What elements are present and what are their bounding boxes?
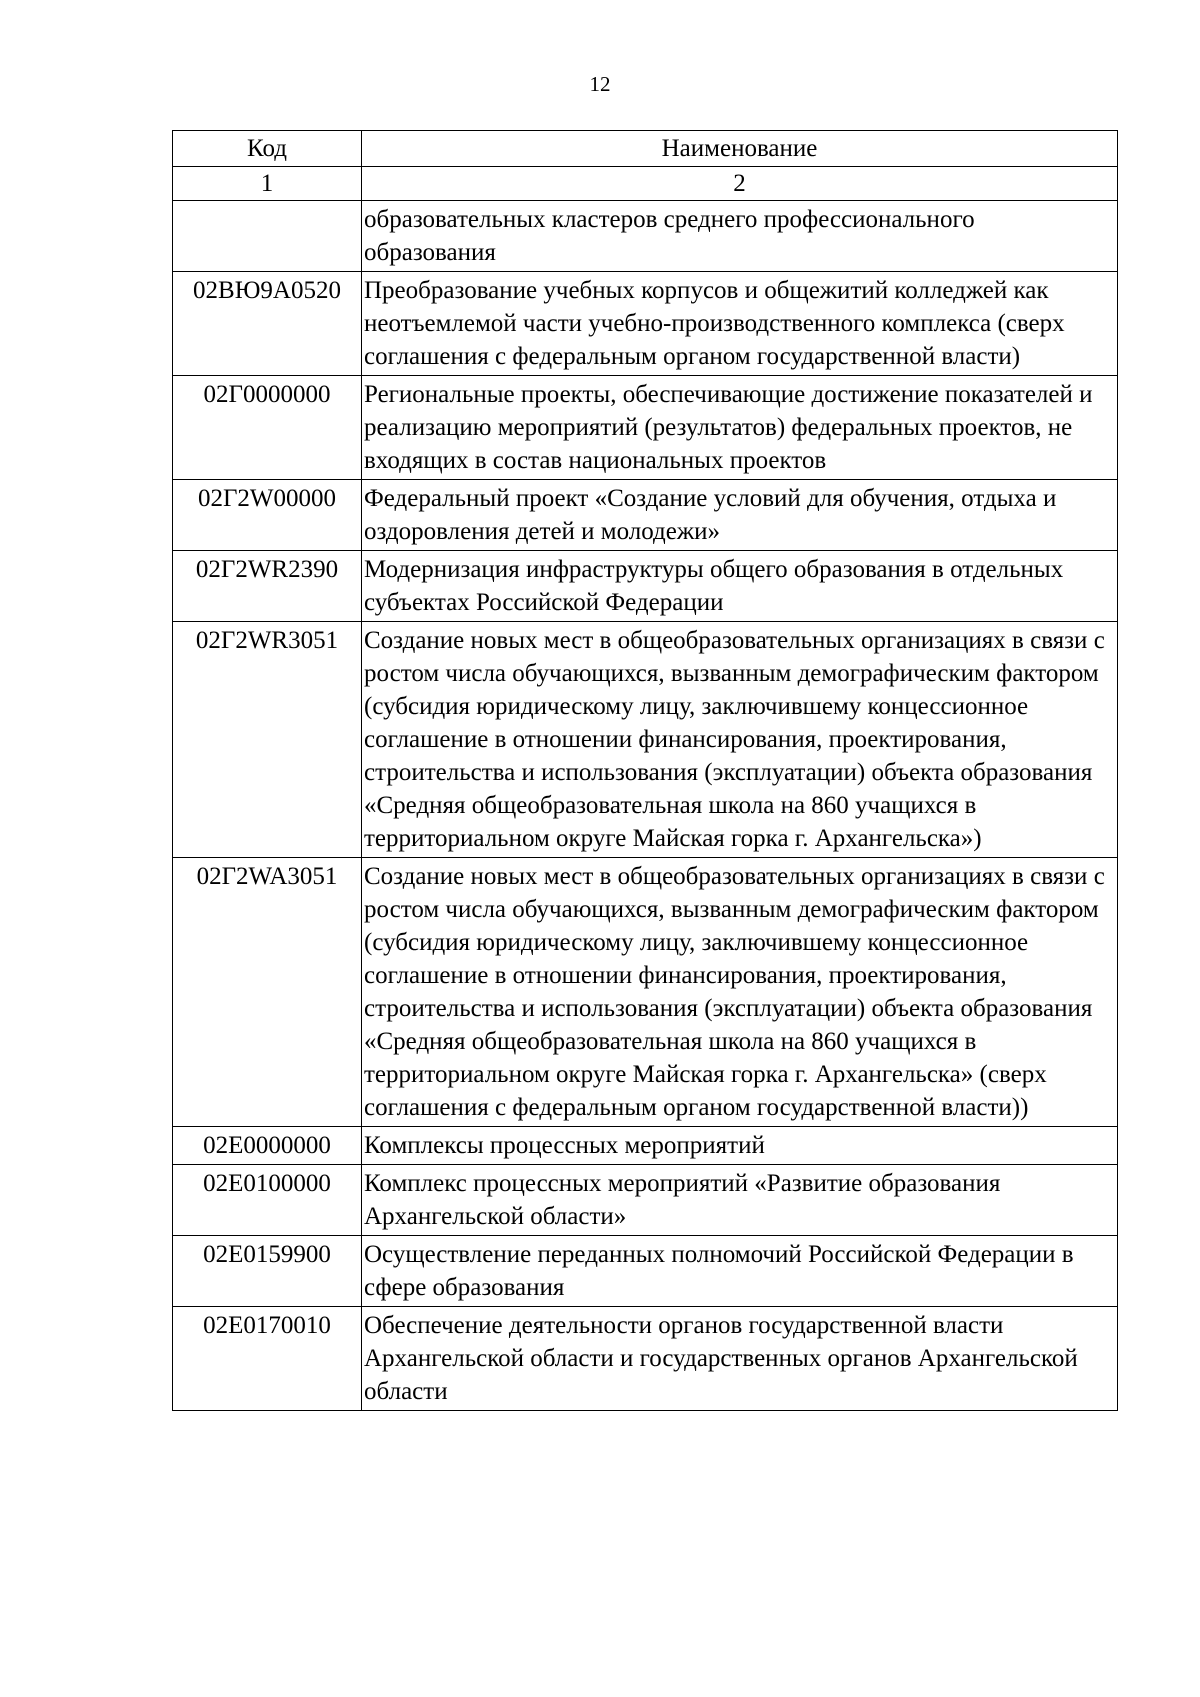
row-name: Комплексы процессных мероприятий — [362, 1127, 1118, 1165]
table-row — [173, 1165, 1118, 1236]
table-row — [173, 1127, 1118, 1165]
row-code: 02Г2WR2390 — [173, 551, 362, 622]
table-row — [173, 376, 1118, 480]
column-number-2: 2 — [362, 167, 1118, 201]
row-code: 02Г2W00000 — [173, 480, 362, 551]
row-code: 02ВЮ9А0520 — [173, 272, 362, 376]
row-name: Модернизация инфраструктуры общего образования в отдельных субъектах Российской Федерации — [362, 551, 1118, 622]
row-code: 02Е0159900 — [173, 1236, 362, 1307]
header-code: Код — [173, 131, 362, 167]
row-code: 02Е0100000 — [173, 1165, 362, 1236]
row-name: Региональные проекты, обеспечивающие достижение показателей и реализацию мероприятий (результатов) федеральных проектов, не входящих в состав национальных проектов — [362, 376, 1118, 480]
row-code: 02Е0000000 — [173, 1127, 362, 1165]
table-row — [173, 480, 1118, 551]
row-name: Комплекс процессных мероприятий «Развитие образования Архангельской области» — [362, 1165, 1118, 1236]
table-row — [173, 1307, 1118, 1411]
row-name: Осуществление переданных полномочий Российской Федерации в сфере образования — [362, 1236, 1118, 1307]
row-name: Федеральный проект «Создание условий для обучения, отдыха и оздоровления детей и молодежи» — [362, 480, 1118, 551]
page-number: 12 — [589, 72, 611, 96]
column-number-1: 1 — [173, 167, 362, 201]
table-row — [173, 858, 1118, 1127]
row-name: образовательных кластеров среднего профессионального образования — [362, 201, 1118, 272]
row-name: Создание новых мест в общеобразовательных организациях в связи с ростом числа обучающихся, вызванным демографическим фактором (субсидия юридическому лицу, заключившему концессионное соглашение в отношении финансирования, проектирования, строительства и использования (эксплуатации) объекта образования «Средняя общеобразовательная школа на 860 учащихся в территориальном округе Майская горка г. Архангельска») — [362, 622, 1118, 858]
table-row — [173, 272, 1118, 376]
row-name: Преобразование учебных корпусов и общежитий колледжей как неотъемлемой части учебно-производственного комплекса (сверх соглашения с федеральным органом государственной власти) — [362, 272, 1118, 376]
table-row — [173, 201, 1118, 272]
row-code: 02Е0170010 — [173, 1307, 362, 1411]
column-number-row — [173, 167, 1118, 201]
table-row — [173, 1236, 1118, 1307]
row-name: Обеспечение деятельности органов государственной власти Архангельской области и государственных органов Архангельской области — [362, 1307, 1118, 1411]
table-row — [173, 551, 1118, 622]
row-code — [173, 201, 362, 272]
classification-table — [172, 130, 1118, 1411]
header-name: Наименование — [362, 131, 1118, 167]
table-header-row — [173, 131, 1118, 167]
row-code: 02Г2WR3051 — [173, 622, 362, 858]
row-code: 02Г0000000 — [173, 376, 362, 480]
row-name: Создание новых мест в общеобразовательных организациях в связи с ростом числа обучающихся, вызванным демографическим фактором (субсидия юридическому лицу, заключившему концессионное соглашение в отношении финансирования, проектирования, строительства и использования (эксплуатации) объекта образования «Средняя общеобразовательная школа на 860 учащихся в территориальном округе Майская горка г. Архангельска» (сверх соглашения с федеральным органом государственной власти)) — [362, 858, 1118, 1127]
row-code: 02Г2WA3051 — [173, 858, 362, 1127]
table-row — [173, 622, 1118, 858]
